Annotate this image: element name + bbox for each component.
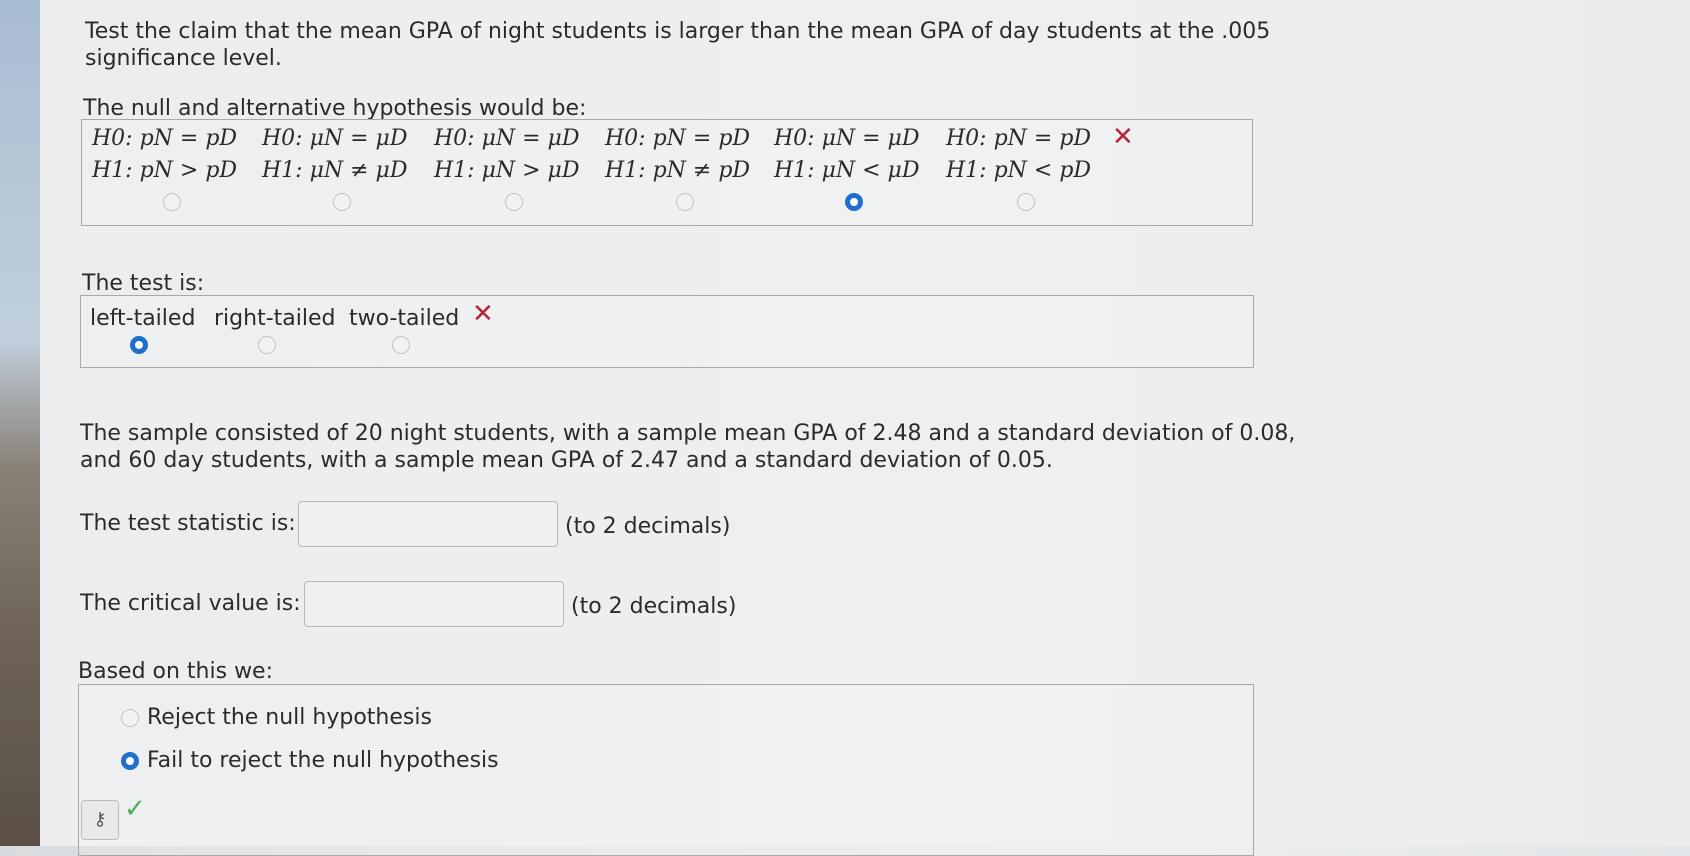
test-type-box: [80, 295, 1254, 368]
radio-left-tailed[interactable]: [130, 336, 148, 354]
option-reject: Reject the null hypothesis: [147, 705, 432, 730]
hypothesis-h0-5: H0: pN = pD: [946, 126, 1092, 151]
option-fail-to-reject: Fail to reject the null hypothesis: [147, 748, 499, 773]
background-edge: [0, 0, 40, 846]
decision-box: [78, 684, 1254, 856]
hypothesis-label: The null and alternative hypothesis would be:: [83, 96, 587, 121]
radio-reject[interactable]: [121, 709, 139, 727]
incorrect-mark: ✕: [472, 299, 494, 329]
check-icon: ✓: [124, 794, 146, 824]
hypothesis-h1-0: H1: pN > pD: [92, 158, 238, 183]
option-two-tailed: two-tailed: [349, 306, 460, 331]
hypothesis-box: [81, 119, 1253, 226]
hypothesis-radio-1[interactable]: [333, 193, 351, 211]
hypothesis-h1-5: H1: pN < pD: [946, 158, 1092, 183]
hypothesis-h0-0: H0: pN = pD: [92, 126, 238, 151]
hypothesis-radio-2[interactable]: [505, 193, 523, 211]
decision-label: Based on this we:: [78, 659, 274, 684]
question-line-1: Test the claim that the mean GPA of night students is larger than the mean GPA of day students at the .005: [85, 19, 1271, 44]
hypothesis-h1-4: H1: μN < μD: [774, 158, 920, 183]
critical-value-input[interactable]: [304, 581, 564, 627]
hypothesis-h1-2: H1: μN > μD: [434, 158, 580, 183]
sample-line-1: The sample consisted of 20 night students, with a sample mean GPA of 2.48 and a standard deviation of 0.08,: [80, 421, 1296, 446]
question-line-2: significance level.: [85, 46, 282, 71]
key-icon[interactable]: ⚷: [81, 800, 119, 840]
hypothesis-h0-1: H0: μN = μD: [262, 126, 408, 151]
option-right-tailed: right-tailed: [214, 306, 336, 331]
hypothesis-h0-2: H0: μN = μD: [434, 126, 580, 151]
hypothesis-radio-4[interactable]: [845, 193, 863, 211]
hypothesis-h1-1: H1: μN ≠ μD: [262, 158, 408, 183]
hypothesis-radio-5[interactable]: [1017, 193, 1035, 211]
critical-value-hint: (to 2 decimals): [571, 594, 737, 619]
option-left-tailed: left-tailed: [90, 306, 196, 331]
radio-two-tailed[interactable]: [392, 336, 410, 354]
test-statistic-label: The test statistic is:: [80, 511, 296, 536]
test-statistic-hint: (to 2 decimals): [565, 514, 731, 539]
hypothesis-h0-3: H0: pN = pD: [605, 126, 751, 151]
hypothesis-radio-3[interactable]: [676, 193, 694, 211]
hypothesis-h0-4: H0: μN = μD: [774, 126, 920, 151]
hypothesis-radio-0[interactable]: [163, 193, 181, 211]
hypothesis-h1-3: H1: pN ≠ pD: [605, 158, 751, 183]
radio-fail-to-reject[interactable]: [121, 752, 139, 770]
test-type-label: The test is:: [82, 271, 205, 296]
radio-right-tailed[interactable]: [258, 336, 276, 354]
critical-value-label: The critical value is:: [80, 591, 301, 616]
incorrect-mark: ✕: [1112, 122, 1134, 152]
test-statistic-input[interactable]: [298, 501, 558, 547]
sample-line-2: and 60 day students, with a sample mean GPA of 2.47 and a standard deviation of 0.05.: [80, 448, 1053, 473]
